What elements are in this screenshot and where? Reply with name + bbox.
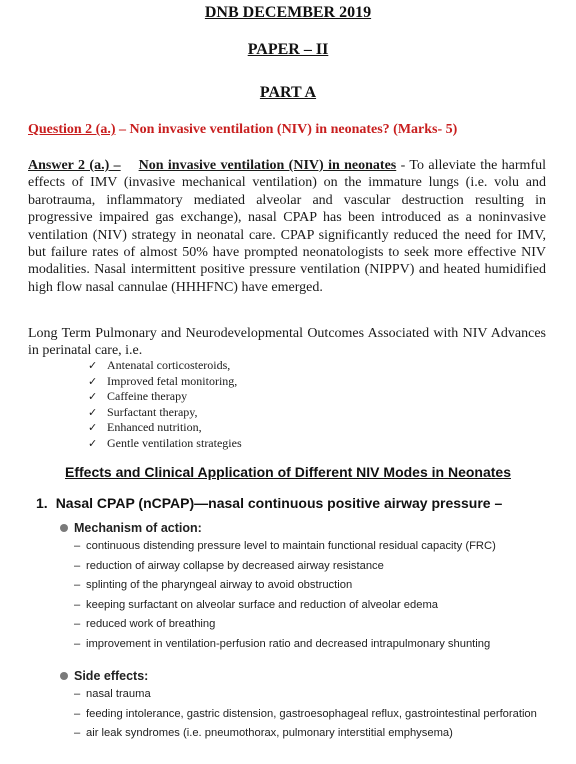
item-number: 1. [36,495,48,511]
question-text: – Non invasive ventilation (NIV) in neonates? (Marks- 5) [115,122,458,137]
side-effects-block [60,667,537,744]
paper-heading: PAPER – II [247,41,329,58]
list-item-text: Surfactant therapy, [107,404,198,419]
outcomes-intro: Long Term Pulmonary and Neurodevelopmental Outcomes Associated with NIV Advances in perinatal care, i.e. [28,326,546,359]
list-item [60,537,496,557]
dash-icon: – [74,579,81,591]
mechanism-heading [60,519,496,537]
answer-heading: Non invasive ventilation (NIV) in neonates [138,158,397,173]
list-item-text: Antenatal corticosteroids, [107,358,231,372]
dash-icon: – [74,540,81,552]
list-item [60,576,496,596]
list-item-text: continuous distending pressure level to maintain functional residual capacity (FRC) [86,540,496,552]
mechanism-block [60,519,496,654]
list-item [60,635,496,655]
list-item [88,358,242,374]
list-item-text: nasal trauma [86,688,151,700]
mechanism-list [60,537,496,654]
advances-checklist [88,358,242,452]
bullet-icon [60,672,68,680]
list-item [60,596,496,616]
list-item [88,389,242,405]
list-item [88,405,242,421]
question-line [28,122,558,138]
list-item-text: Improved fetal monitoring, [107,373,238,388]
list-item [60,685,537,705]
check-icon: ✓ [88,436,98,450]
dash-icon: – [74,727,81,739]
heading-text: Side effects: [74,669,149,683]
item-title: Nasal CPAP (nCPAP)—nasal continuous positive airway pressure – [55,495,503,511]
check-icon: ✓ [88,405,98,419]
dash-icon: – [74,688,81,700]
list-item [88,420,242,436]
side-effects-heading [60,667,537,685]
list-item-text: air leak syndromes (i.e. pneumothorax, pulmonary interstitial emphysema) [86,727,453,739]
list-item [60,557,496,577]
check-icon: ✓ [88,359,98,372]
list-item [60,705,537,725]
list-item-text: Gentle ventilation strategies [107,435,242,450]
side-effects-list [60,685,537,744]
list-item-text: splinting of the pharyngeal airway to avoid obstruction [86,579,353,591]
list-item [88,374,242,390]
numbered-heading [36,495,502,511]
list-item-text: reduction of airway collapse by decreased airway resistance [86,559,384,572]
list-item-text: improvement in ventilation-perfusion ratio and decreased intrapulmonary shunting [86,637,491,650]
list-item-text: feeding intolerance, gastric distension, gastroesophageal reflux, gastrointestinal perforation [86,707,537,720]
dash-icon: – [74,598,81,611]
dash-icon: – [74,618,81,630]
list-item-text: reduced work of breathing [86,618,216,630]
bullet-icon [60,524,68,532]
list-item [88,436,242,452]
dash-icon: – [74,637,81,650]
list-item [60,724,537,744]
answer-label: Answer 2 (a.) – [28,158,121,173]
list-item-text: keeping surfactant on alveolar surface and reduction of alveolar edema [86,598,439,611]
document-title: DNB DECEMBER 2019 [204,4,372,21]
check-icon: ✓ [88,390,98,404]
part-heading: PART A [259,84,317,101]
list-item-text: Caffeine therapy [107,389,188,404]
list-item [60,615,496,635]
dash-icon: – [74,559,81,572]
list-item-text: Enhanced nutrition, [107,420,202,435]
heading-text: Mechanism of action: [74,521,202,535]
question-label: Question 2 (a.) [28,122,116,137]
answer-paragraph [28,157,546,296]
dash-icon: – [74,707,81,720]
check-icon: ✓ [88,421,98,435]
check-icon: ✓ [88,374,98,388]
section-title: Effects and Clinical Application of Different NIV Modes in Neonates [65,464,511,480]
answer-body: - To alleviate the harmful effects of IMV (invasive mechanical ventilation) on the immature lungs (i.e. volu and barotrauma, inflammatory mediated alveolar and vascular destruction resulting in progressive impaired gas exchange), nasal CPAP has been introduced as a noninvasive ventilation (NIV) strategy in neonatal care. CPAP significantly reduced the need for IMV, but failure rates of almost 50% have prompted neonatologists to seek more effective NIV modalities. Nasal intermittent positive pressure ventilation (NIPPV) and heated humidified high flow nasal cannulae (HHHFNC) have emerged. [28,158,546,295]
